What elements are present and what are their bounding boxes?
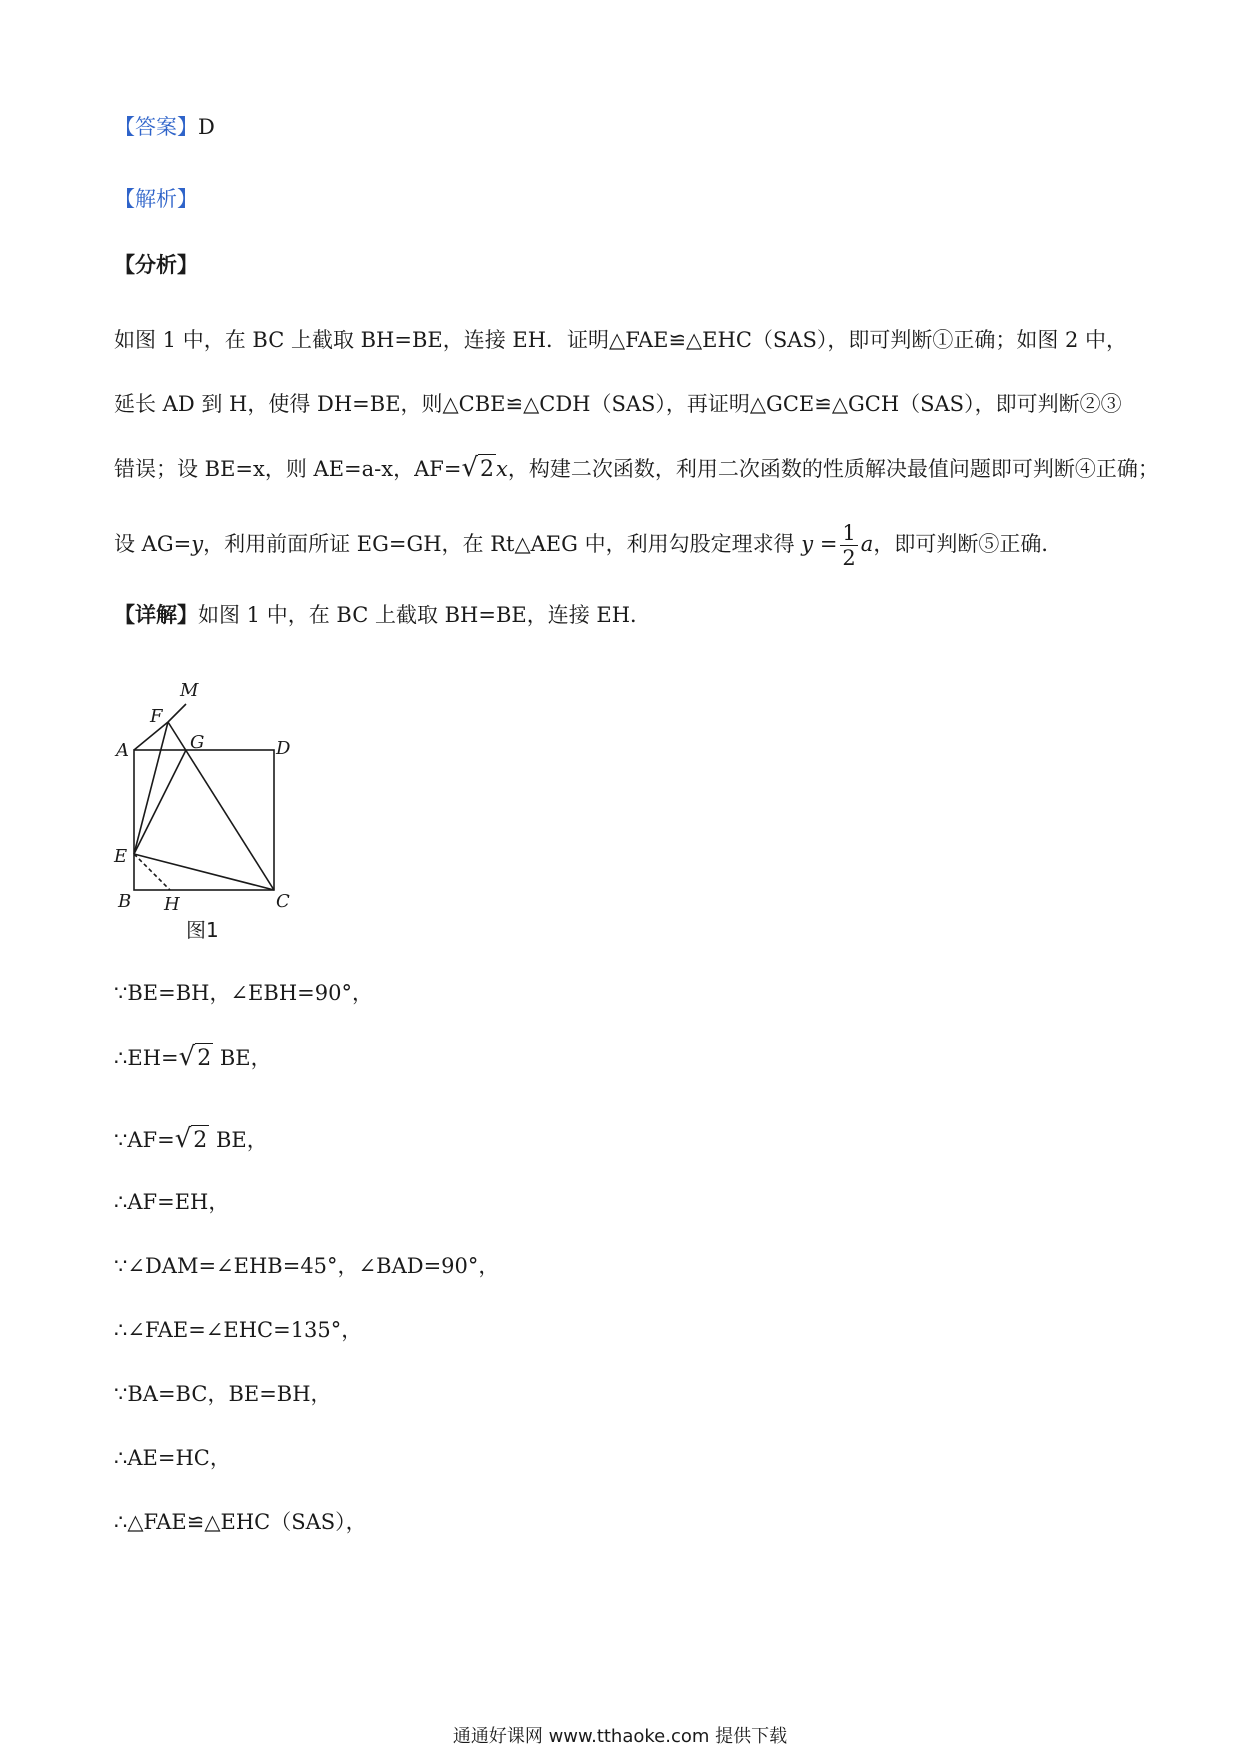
- step-8: ∴AE=HC，: [114, 1446, 231, 1470]
- label-c: C: [276, 891, 290, 912]
- detail-text: 如图 1 中，在 BC 上截取 BH=BE，连接 EH．: [198, 603, 652, 627]
- step-2: [114, 1042, 272, 1074]
- sqrt-radicand: 2: [195, 1043, 213, 1074]
- label-a: A: [116, 740, 129, 761]
- fenxi-paragraph-1: 如图 1 中，在 BC 上截取 BH=BE，连接 EH．证明△FAE≌△EHC（SAS），即可判断①正确；如图 2 中，: [114, 328, 1128, 352]
- step-6: ∴∠FAE=∠EHC=135°，: [114, 1318, 363, 1342]
- step-2-text-b: BE，: [219, 1046, 272, 1070]
- step-4: ∴AF=EH，: [114, 1190, 230, 1214]
- step-3-text-a: ∵AF=: [114, 1128, 175, 1152]
- answer-label: 【答案】: [114, 115, 198, 139]
- fenxi-paragraph-2: 延长 AD 到 H，使得 DH=BE，则△CBE≌△CDH（SAS），再证明△GCE≌△GCH（SAS），即可判断②③: [114, 392, 1122, 416]
- label-m: M: [180, 680, 199, 701]
- answer-value: D: [198, 115, 215, 139]
- step-7: ∵BA=BC，BE=BH，: [114, 1382, 332, 1406]
- step-5: ∵∠DAM=∠EHB=45°，∠BAD=90°，: [114, 1254, 500, 1278]
- fenxi-p3-text-b: ，构建二次函数，利用二次函数的性质解决最值问题即可判断④正确；: [507, 457, 1159, 481]
- fenxi-paragraph-4: [114, 516, 1062, 572]
- label-f: F: [150, 706, 163, 727]
- page-footer: 通通好课网 www.tthaoke.com 提供下载: [452, 1726, 788, 1747]
- geometry-figure: [108, 672, 308, 912]
- sqrt-expression: √2: [174, 1124, 208, 1154]
- variable-a: a: [860, 532, 874, 556]
- step-9: ∴△FAE≌△EHC（SAS），: [114, 1510, 367, 1534]
- fenxi-p4-text-b: ，利用前面所证 EG=GH，在 Rt△AEG 中，利用勾股定理求得: [203, 532, 795, 556]
- detail-line: [114, 600, 651, 630]
- variable-x: x: [496, 457, 508, 481]
- segment-fc: [168, 722, 274, 890]
- fenxi-paragraph-3: [114, 453, 1159, 485]
- sqrt-expression: √2: [178, 1042, 212, 1072]
- label-g: G: [190, 732, 205, 753]
- fraction-denominator: 2: [842, 546, 856, 570]
- segment-fm: [168, 704, 186, 722]
- sqrt-expression: √2: [461, 453, 495, 483]
- fraction-numerator: 1: [842, 521, 856, 545]
- segment-ec: [134, 854, 274, 890]
- label-b: B: [118, 891, 132, 912]
- variable-y: y: [191, 532, 204, 556]
- sqrt-radicand: 2: [478, 454, 496, 485]
- analysis-label: 【解析】: [114, 187, 198, 211]
- step-3: [114, 1124, 268, 1156]
- label-e: E: [114, 846, 128, 867]
- segment-ge: [134, 750, 186, 854]
- fenxi-p4-text-a: 设 AG=: [114, 532, 192, 556]
- segment-fe: [134, 722, 168, 854]
- fenxi-p4-text-c: ，即可判断⑤正确．: [873, 532, 1063, 556]
- fenxi-p3-text-a: 错误；设 BE=x，则 AE=a-x，AF=: [114, 457, 462, 481]
- answer-line: [114, 112, 215, 142]
- label-d: D: [276, 738, 291, 759]
- fenxi-label: 【分析】: [114, 252, 198, 277]
- fraction: [840, 521, 857, 570]
- step-3-text-b: BE，: [215, 1128, 268, 1152]
- label-h: H: [164, 894, 180, 912]
- step-2-text-a: ∴EH=: [114, 1046, 179, 1070]
- equation-lhs: y =: [801, 532, 838, 556]
- sqrt-radicand: 2: [191, 1125, 209, 1156]
- step-1: ∵BE=BH，∠EBH=90°，: [114, 981, 373, 1005]
- detail-label: 【详解】: [114, 602, 198, 627]
- figure-caption: 图1: [186, 918, 219, 942]
